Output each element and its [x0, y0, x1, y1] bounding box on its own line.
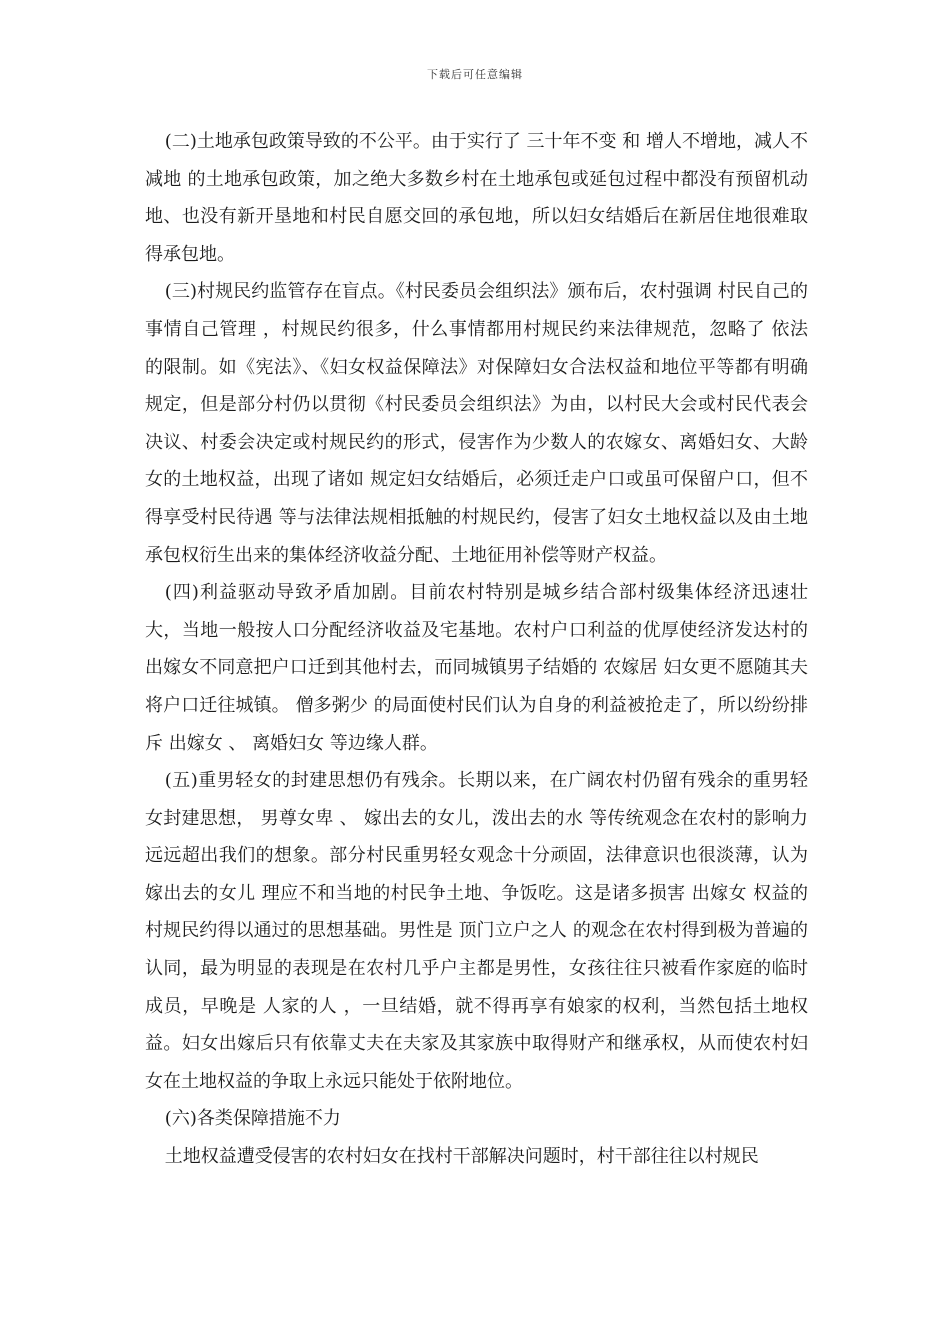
paragraph-interest-driven: (四)利益驱动导致矛盾加剧。目前农村特别是城乡结合部村级集体经济迅速壮大，当地一般按人口分配经济收益及宅基地。农村户口利益的优厚使经济发达村的出嫁女不同意把户口迁到其他村去，而同城镇男子结婚的 农嫁居 妇女更不愿随其夫将户口迁往城镇。 僧多粥少 的局面使村民们认为自身的利益被抢走了，所以纷纷排斥 出嫁女 、 离婚妇女 等边缘人群。: [145, 582, 808, 754]
paragraph-feudal-thinking: (五)重男轻女的封建思想仍有残余。长期以来，在广阔农村仍留有残余的重男轻女封建思想， 男尊女卑 、 嫁出去的女儿，泼出去的水 等传统观念在农村的影响力远远超出我们的想象。部分村民重男轻女观念十分顽固，法律意识也很淡薄，认为 嫁出去的女儿 理应不和当地的村民争土地、争饭吃。这是诸多损害 出嫁女 权益的村规民约得以通过的思想基础。男性是 顶门立户之人 的观念在农村得到极为普遍的认同，最为明显的表现是在农村几乎户主都是男性，女孩往往只被看作家庭的临时成员，早晚是 人家的人 ，一旦结婚，就不得再享有娘家的权利，当然包括土地权益。妇女出嫁后只有依靠丈夫在夫家及其家族中取得财产和继承权，从而使农村妇女在土地权益的争取上永远只能处于依附地位。: [145, 770, 808, 1092]
paragraph-safeguards: 土地权益遭受侵害的农村妇女在找村干部解决问题时，村干部往往以村规民: [164, 1146, 759, 1168]
header-note: 下载后可任意编辑: [427, 68, 523, 81]
document-body: [145, 123, 808, 1176]
paragraph-village-rules: (三)村规民约监管存在盲点。《村民委员会组织法》颁布后，农村强调 村民自己的事情自己管理 ，村规民约很多，什么事情都用村规民约来法律规范，忽略了 依法 的限制。如《宪法》、《妇女权益保障法》对保障妇女合法权益和地位平等都有明确规定，但是部分村仍以贯彻《村民委员会组织法》为由，以村民大会或村民代表会决议、村委会决定或村规民约的形式，侵害作为少数人的农嫁女、离婚妇女、大龄女的土地权益，出现了诸如 规定妇女结婚后，必须迁走户口或虽可保留户口，但不得享受村民待遇 等与法律法规相抵触的村规民约，侵害了妇女土地权益以及由土地承包权衍生出来的集体经济收益分配、土地征用补偿等财产权益。: [145, 281, 808, 566]
section-heading-safeguards: (六)各类保障措施不力: [164, 1108, 341, 1130]
paragraph-land-contract-policy: (二)土地承包政策导致的不公平。由于实行了 三十年不变 和 增人不增地，减人不减地 的土地承包政策，加之绝大多数乡村在土地承包或延包过程中都没有预留机动地、也没有新开垦地和村民自愿交回的承包地，所以妇女结婚后在新居住地很难取得承包地。: [145, 131, 809, 265]
